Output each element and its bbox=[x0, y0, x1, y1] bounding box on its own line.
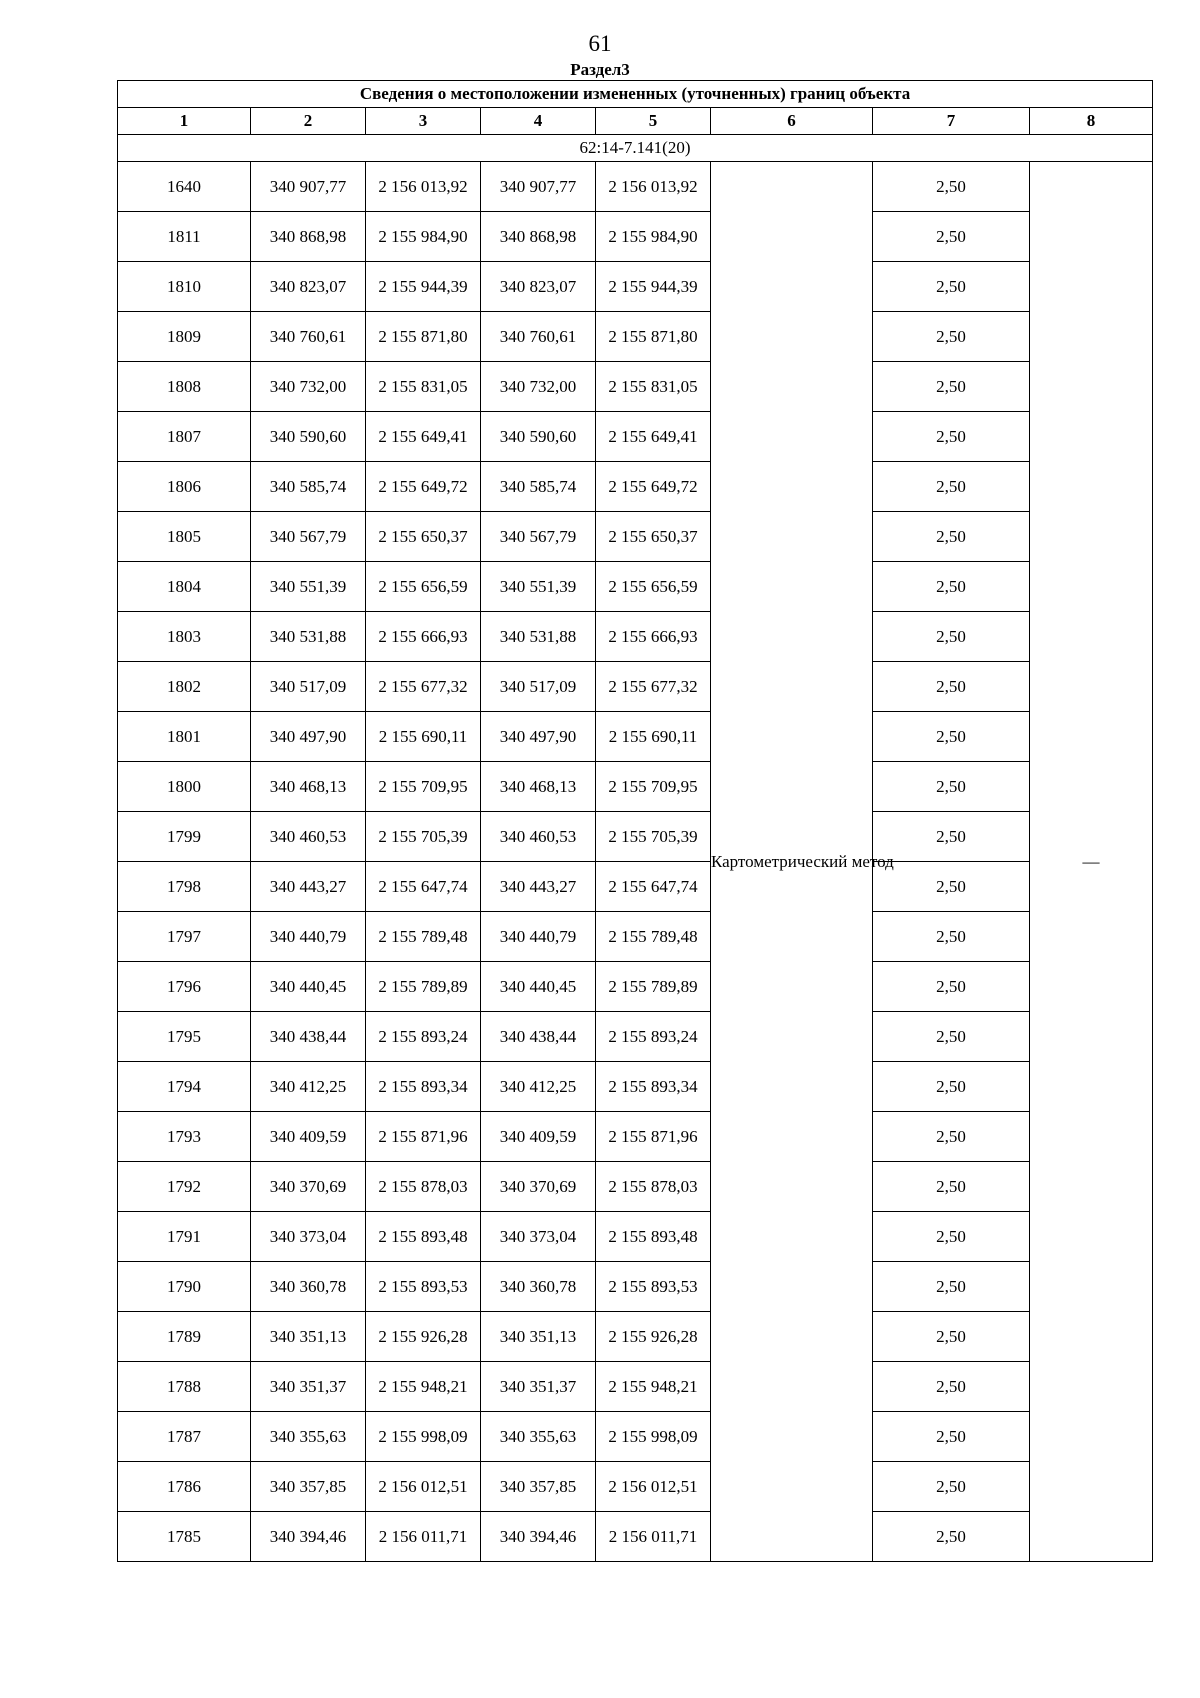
accuracy-value: 2,50 bbox=[873, 412, 1030, 462]
x-coordinate: 340 567,79 bbox=[251, 512, 366, 562]
point-number: 1800 bbox=[118, 762, 251, 812]
table-row bbox=[118, 762, 1153, 812]
x-coordinate: 340 409,59 bbox=[251, 1112, 366, 1162]
accuracy-value: 2,50 bbox=[873, 1262, 1030, 1312]
y-coordinate-new: 2 155 926,28 bbox=[596, 1312, 711, 1362]
accuracy-value: 2,50 bbox=[873, 1012, 1030, 1062]
column-number: 5 bbox=[596, 108, 711, 135]
x-coordinate: 340 351,37 bbox=[251, 1362, 366, 1412]
y-coordinate-new: 2 155 984,90 bbox=[596, 212, 711, 262]
y-coordinate-new: 2 155 998,09 bbox=[596, 1412, 711, 1462]
accuracy-value: 2,50 bbox=[873, 1462, 1030, 1512]
point-number: 1796 bbox=[118, 962, 251, 1012]
accuracy-value: 2,50 bbox=[873, 1212, 1030, 1262]
y-coordinate-new: 2 155 789,48 bbox=[596, 912, 711, 962]
x-coordinate-new: 340 355,63 bbox=[481, 1412, 596, 1462]
table-row bbox=[118, 962, 1153, 1012]
x-coordinate: 340 460,53 bbox=[251, 812, 366, 862]
boundary-coordinates-table bbox=[117, 80, 1153, 1562]
y-coordinate-new: 2 155 893,34 bbox=[596, 1062, 711, 1112]
y-coordinate-new: 2 155 677,32 bbox=[596, 662, 711, 712]
table-row bbox=[118, 1412, 1153, 1462]
table-row bbox=[118, 1212, 1153, 1262]
x-coordinate: 340 440,79 bbox=[251, 912, 366, 962]
x-coordinate: 340 551,39 bbox=[251, 562, 366, 612]
x-coordinate: 340 440,45 bbox=[251, 962, 366, 1012]
section-title: Раздел3 bbox=[570, 60, 630, 79]
accuracy-value: 2,50 bbox=[873, 812, 1030, 862]
x-coordinate-new: 340 823,07 bbox=[481, 262, 596, 312]
y-coordinate-new: 2 155 893,48 bbox=[596, 1212, 711, 1262]
x-coordinate-new: 340 460,53 bbox=[481, 812, 596, 862]
y-coordinate: 2 155 871,96 bbox=[366, 1112, 481, 1162]
y-coordinate-new: 2 155 666,93 bbox=[596, 612, 711, 662]
x-coordinate: 340 531,88 bbox=[251, 612, 366, 662]
x-coordinate: 340 355,63 bbox=[251, 1412, 366, 1462]
y-coordinate: 2 155 878,03 bbox=[366, 1162, 481, 1212]
y-coordinate: 2 155 690,11 bbox=[366, 712, 481, 762]
accuracy-value: 2,50 bbox=[873, 312, 1030, 362]
table-row bbox=[118, 1462, 1153, 1512]
y-coordinate-new: 2 155 649,72 bbox=[596, 462, 711, 512]
y-coordinate-new: 2 155 656,59 bbox=[596, 562, 711, 612]
x-coordinate: 340 590,60 bbox=[251, 412, 366, 462]
x-coordinate-new: 340 438,44 bbox=[481, 1012, 596, 1062]
column8-cell: — bbox=[1030, 162, 1153, 1562]
accuracy-value: 2,50 bbox=[873, 512, 1030, 562]
x-coordinate-new: 340 357,85 bbox=[481, 1462, 596, 1512]
x-coordinate: 340 351,13 bbox=[251, 1312, 366, 1362]
x-coordinate-new: 340 440,79 bbox=[481, 912, 596, 962]
y-coordinate-new: 2 155 871,80 bbox=[596, 312, 711, 362]
x-coordinate-new: 340 531,88 bbox=[481, 612, 596, 662]
table-row bbox=[118, 512, 1153, 562]
point-number: 1807 bbox=[118, 412, 251, 462]
x-coordinate-new: 340 351,13 bbox=[481, 1312, 596, 1362]
table-row bbox=[118, 1512, 1153, 1562]
table-row bbox=[118, 1312, 1153, 1362]
accuracy-value: 2,50 bbox=[873, 462, 1030, 512]
point-number: 1808 bbox=[118, 362, 251, 412]
table-row bbox=[118, 412, 1153, 462]
point-number: 1797 bbox=[118, 912, 251, 962]
y-coordinate: 2 155 649,72 bbox=[366, 462, 481, 512]
accuracy-value: 2,50 bbox=[873, 1512, 1030, 1562]
y-coordinate-new: 2 155 871,96 bbox=[596, 1112, 711, 1162]
y-coordinate: 2 155 948,21 bbox=[366, 1362, 481, 1412]
y-coordinate: 2 155 893,48 bbox=[366, 1212, 481, 1262]
x-coordinate: 340 370,69 bbox=[251, 1162, 366, 1212]
accuracy-value: 2,50 bbox=[873, 762, 1030, 812]
accuracy-value: 2,50 bbox=[873, 1162, 1030, 1212]
y-coordinate: 2 155 893,53 bbox=[366, 1262, 481, 1312]
x-coordinate: 340 373,04 bbox=[251, 1212, 366, 1262]
y-coordinate: 2 155 893,24 bbox=[366, 1012, 481, 1062]
table-row bbox=[118, 1162, 1153, 1212]
y-coordinate-new: 2 156 013,92 bbox=[596, 162, 711, 212]
x-coordinate: 340 360,78 bbox=[251, 1262, 366, 1312]
point-number: 1802 bbox=[118, 662, 251, 712]
y-coordinate: 2 155 650,37 bbox=[366, 512, 481, 562]
accuracy-value: 2,50 bbox=[873, 362, 1030, 412]
y-coordinate-new: 2 155 647,74 bbox=[596, 862, 711, 912]
accuracy-value: 2,50 bbox=[873, 262, 1030, 312]
column-number: 8 bbox=[1030, 108, 1153, 135]
accuracy-value: 2,50 bbox=[873, 562, 1030, 612]
x-coordinate: 340 468,13 bbox=[251, 762, 366, 812]
y-coordinate: 2 155 677,32 bbox=[366, 662, 481, 712]
x-coordinate-new: 340 517,09 bbox=[481, 662, 596, 712]
point-number: 1786 bbox=[118, 1462, 251, 1512]
x-coordinate-new: 340 760,61 bbox=[481, 312, 596, 362]
x-coordinate-new: 340 732,00 bbox=[481, 362, 596, 412]
page-number: 61 bbox=[588, 31, 612, 56]
point-number: 1790 bbox=[118, 1262, 251, 1312]
y-coordinate: 2 155 649,41 bbox=[366, 412, 481, 462]
table-caption: Сведения о местоположении измененных (уточненных) границ объекта bbox=[118, 81, 1153, 108]
x-coordinate-new: 340 394,46 bbox=[481, 1512, 596, 1562]
table-row bbox=[118, 612, 1153, 662]
object-id-row bbox=[118, 135, 1153, 162]
x-coordinate: 340 438,44 bbox=[251, 1012, 366, 1062]
point-number: 1805 bbox=[118, 512, 251, 562]
y-coordinate: 2 155 998,09 bbox=[366, 1412, 481, 1462]
column-number: 2 bbox=[251, 108, 366, 135]
y-coordinate-new: 2 155 789,89 bbox=[596, 962, 711, 1012]
point-number: 1640 bbox=[118, 162, 251, 212]
y-coordinate-new: 2 155 893,24 bbox=[596, 1012, 711, 1062]
x-coordinate-new: 340 590,60 bbox=[481, 412, 596, 462]
column-number: 7 bbox=[873, 108, 1030, 135]
x-coordinate-new: 340 468,13 bbox=[481, 762, 596, 812]
table-row bbox=[118, 262, 1153, 312]
point-number: 1798 bbox=[118, 862, 251, 912]
x-coordinate-new: 340 443,27 bbox=[481, 862, 596, 912]
column-number: 6 bbox=[711, 108, 873, 135]
table-row bbox=[118, 912, 1153, 962]
table-row bbox=[118, 862, 1153, 912]
x-coordinate-new: 340 370,69 bbox=[481, 1162, 596, 1212]
table-row bbox=[118, 312, 1153, 362]
point-number: 1794 bbox=[118, 1062, 251, 1112]
x-coordinate-new: 340 351,37 bbox=[481, 1362, 596, 1412]
accuracy-value: 2,50 bbox=[873, 662, 1030, 712]
y-coordinate: 2 155 647,74 bbox=[366, 862, 481, 912]
point-number: 1795 bbox=[118, 1012, 251, 1062]
x-coordinate-new: 340 373,04 bbox=[481, 1212, 596, 1262]
y-coordinate-new: 2 155 650,37 bbox=[596, 512, 711, 562]
object-id: 62:14-7.141(20) bbox=[118, 135, 1153, 162]
point-number: 1810 bbox=[118, 262, 251, 312]
y-coordinate: 2 155 944,39 bbox=[366, 262, 481, 312]
column-number: 4 bbox=[481, 108, 596, 135]
x-coordinate: 340 443,27 bbox=[251, 862, 366, 912]
table-row bbox=[118, 362, 1153, 412]
x-coordinate: 340 497,90 bbox=[251, 712, 366, 762]
table-row bbox=[118, 1362, 1153, 1412]
y-coordinate: 2 155 789,48 bbox=[366, 912, 481, 962]
table-row bbox=[118, 1262, 1153, 1312]
x-coordinate: 340 760,61 bbox=[251, 312, 366, 362]
y-coordinate: 2 156 013,92 bbox=[366, 162, 481, 212]
accuracy-value: 2,50 bbox=[873, 212, 1030, 262]
accuracy-value: 2,50 bbox=[873, 1312, 1030, 1362]
x-coordinate-new: 340 440,45 bbox=[481, 962, 596, 1012]
y-coordinate-new: 2 155 878,03 bbox=[596, 1162, 711, 1212]
table-body bbox=[118, 162, 1153, 1562]
y-coordinate: 2 155 709,95 bbox=[366, 762, 481, 812]
y-coordinate-new: 2 155 948,21 bbox=[596, 1362, 711, 1412]
accuracy-value: 2,50 bbox=[873, 162, 1030, 212]
y-coordinate-new: 2 155 705,39 bbox=[596, 812, 711, 862]
point-number: 1801 bbox=[118, 712, 251, 762]
accuracy-value: 2,50 bbox=[873, 712, 1030, 762]
y-coordinate: 2 155 893,34 bbox=[366, 1062, 481, 1112]
table-row bbox=[118, 712, 1153, 762]
x-coordinate: 340 823,07 bbox=[251, 262, 366, 312]
column-number: 1 bbox=[118, 108, 251, 135]
table-row bbox=[118, 462, 1153, 512]
y-coordinate-new: 2 155 649,41 bbox=[596, 412, 711, 462]
y-coordinate: 2 155 926,28 bbox=[366, 1312, 481, 1362]
x-coordinate: 340 394,46 bbox=[251, 1512, 366, 1562]
y-coordinate: 2 155 871,80 bbox=[366, 312, 481, 362]
accuracy-value: 2,50 bbox=[873, 912, 1030, 962]
table-row bbox=[118, 1012, 1153, 1062]
x-coordinate-new: 340 412,25 bbox=[481, 1062, 596, 1112]
y-coordinate: 2 155 789,89 bbox=[366, 962, 481, 1012]
column-number: 3 bbox=[366, 108, 481, 135]
table-row bbox=[118, 212, 1153, 262]
point-number: 1799 bbox=[118, 812, 251, 862]
table-row bbox=[118, 1062, 1153, 1112]
y-coordinate: 2 156 012,51 bbox=[366, 1462, 481, 1512]
x-coordinate: 340 868,98 bbox=[251, 212, 366, 262]
y-coordinate-new: 2 155 831,05 bbox=[596, 362, 711, 412]
x-coordinate-new: 340 497,90 bbox=[481, 712, 596, 762]
y-coordinate: 2 155 656,59 bbox=[366, 562, 481, 612]
point-number: 1787 bbox=[118, 1412, 251, 1462]
y-coordinate-new: 2 156 012,51 bbox=[596, 1462, 711, 1512]
table-row bbox=[118, 662, 1153, 712]
point-number: 1811 bbox=[118, 212, 251, 262]
x-coordinate-new: 340 360,78 bbox=[481, 1262, 596, 1312]
accuracy-value: 2,50 bbox=[873, 1062, 1030, 1112]
point-number: 1788 bbox=[118, 1362, 251, 1412]
y-coordinate-new: 2 155 709,95 bbox=[596, 762, 711, 812]
accuracy-value: 2,50 bbox=[873, 1112, 1030, 1162]
point-number: 1789 bbox=[118, 1312, 251, 1362]
y-coordinate: 2 156 011,71 bbox=[366, 1512, 481, 1562]
x-coordinate: 340 585,74 bbox=[251, 462, 366, 512]
x-coordinate-new: 340 409,59 bbox=[481, 1112, 596, 1162]
point-number: 1791 bbox=[118, 1212, 251, 1262]
x-coordinate: 340 907,77 bbox=[251, 162, 366, 212]
method-cell: Картометрический метод bbox=[711, 162, 873, 1562]
table-row bbox=[118, 812, 1153, 862]
accuracy-value: 2,50 bbox=[873, 962, 1030, 1012]
table-row bbox=[118, 1112, 1153, 1162]
point-number: 1803 bbox=[118, 612, 251, 662]
x-coordinate-new: 340 868,98 bbox=[481, 212, 596, 262]
y-coordinate-new: 2 156 011,71 bbox=[596, 1512, 711, 1562]
accuracy-value: 2,50 bbox=[873, 612, 1030, 662]
y-coordinate-new: 2 155 944,39 bbox=[596, 262, 711, 312]
accuracy-value: 2,50 bbox=[873, 1362, 1030, 1412]
point-number: 1804 bbox=[118, 562, 251, 612]
point-number: 1793 bbox=[118, 1112, 251, 1162]
y-coordinate-new: 2 155 690,11 bbox=[596, 712, 711, 762]
y-coordinate: 2 155 984,90 bbox=[366, 212, 481, 262]
x-coordinate-new: 340 551,39 bbox=[481, 562, 596, 612]
y-coordinate: 2 155 831,05 bbox=[366, 362, 481, 412]
point-number: 1785 bbox=[118, 1512, 251, 1562]
accuracy-value: 2,50 bbox=[873, 862, 1030, 912]
x-coordinate: 340 732,00 bbox=[251, 362, 366, 412]
y-coordinate: 2 155 666,93 bbox=[366, 612, 481, 662]
table-caption-row bbox=[118, 81, 1153, 108]
x-coordinate: 340 357,85 bbox=[251, 1462, 366, 1512]
x-coordinate: 340 412,25 bbox=[251, 1062, 366, 1112]
column-number-row bbox=[118, 108, 1153, 135]
x-coordinate-new: 340 567,79 bbox=[481, 512, 596, 562]
accuracy-value: 2,50 bbox=[873, 1412, 1030, 1462]
point-number: 1806 bbox=[118, 462, 251, 512]
point-number: 1809 bbox=[118, 312, 251, 362]
y-coordinate-new: 2 155 893,53 bbox=[596, 1262, 711, 1312]
table-row bbox=[118, 162, 1153, 212]
x-coordinate-new: 340 907,77 bbox=[481, 162, 596, 212]
x-coordinate: 340 517,09 bbox=[251, 662, 366, 712]
point-number: 1792 bbox=[118, 1162, 251, 1212]
x-coordinate-new: 340 585,74 bbox=[481, 462, 596, 512]
table-row bbox=[118, 562, 1153, 612]
y-coordinate: 2 155 705,39 bbox=[366, 812, 481, 862]
